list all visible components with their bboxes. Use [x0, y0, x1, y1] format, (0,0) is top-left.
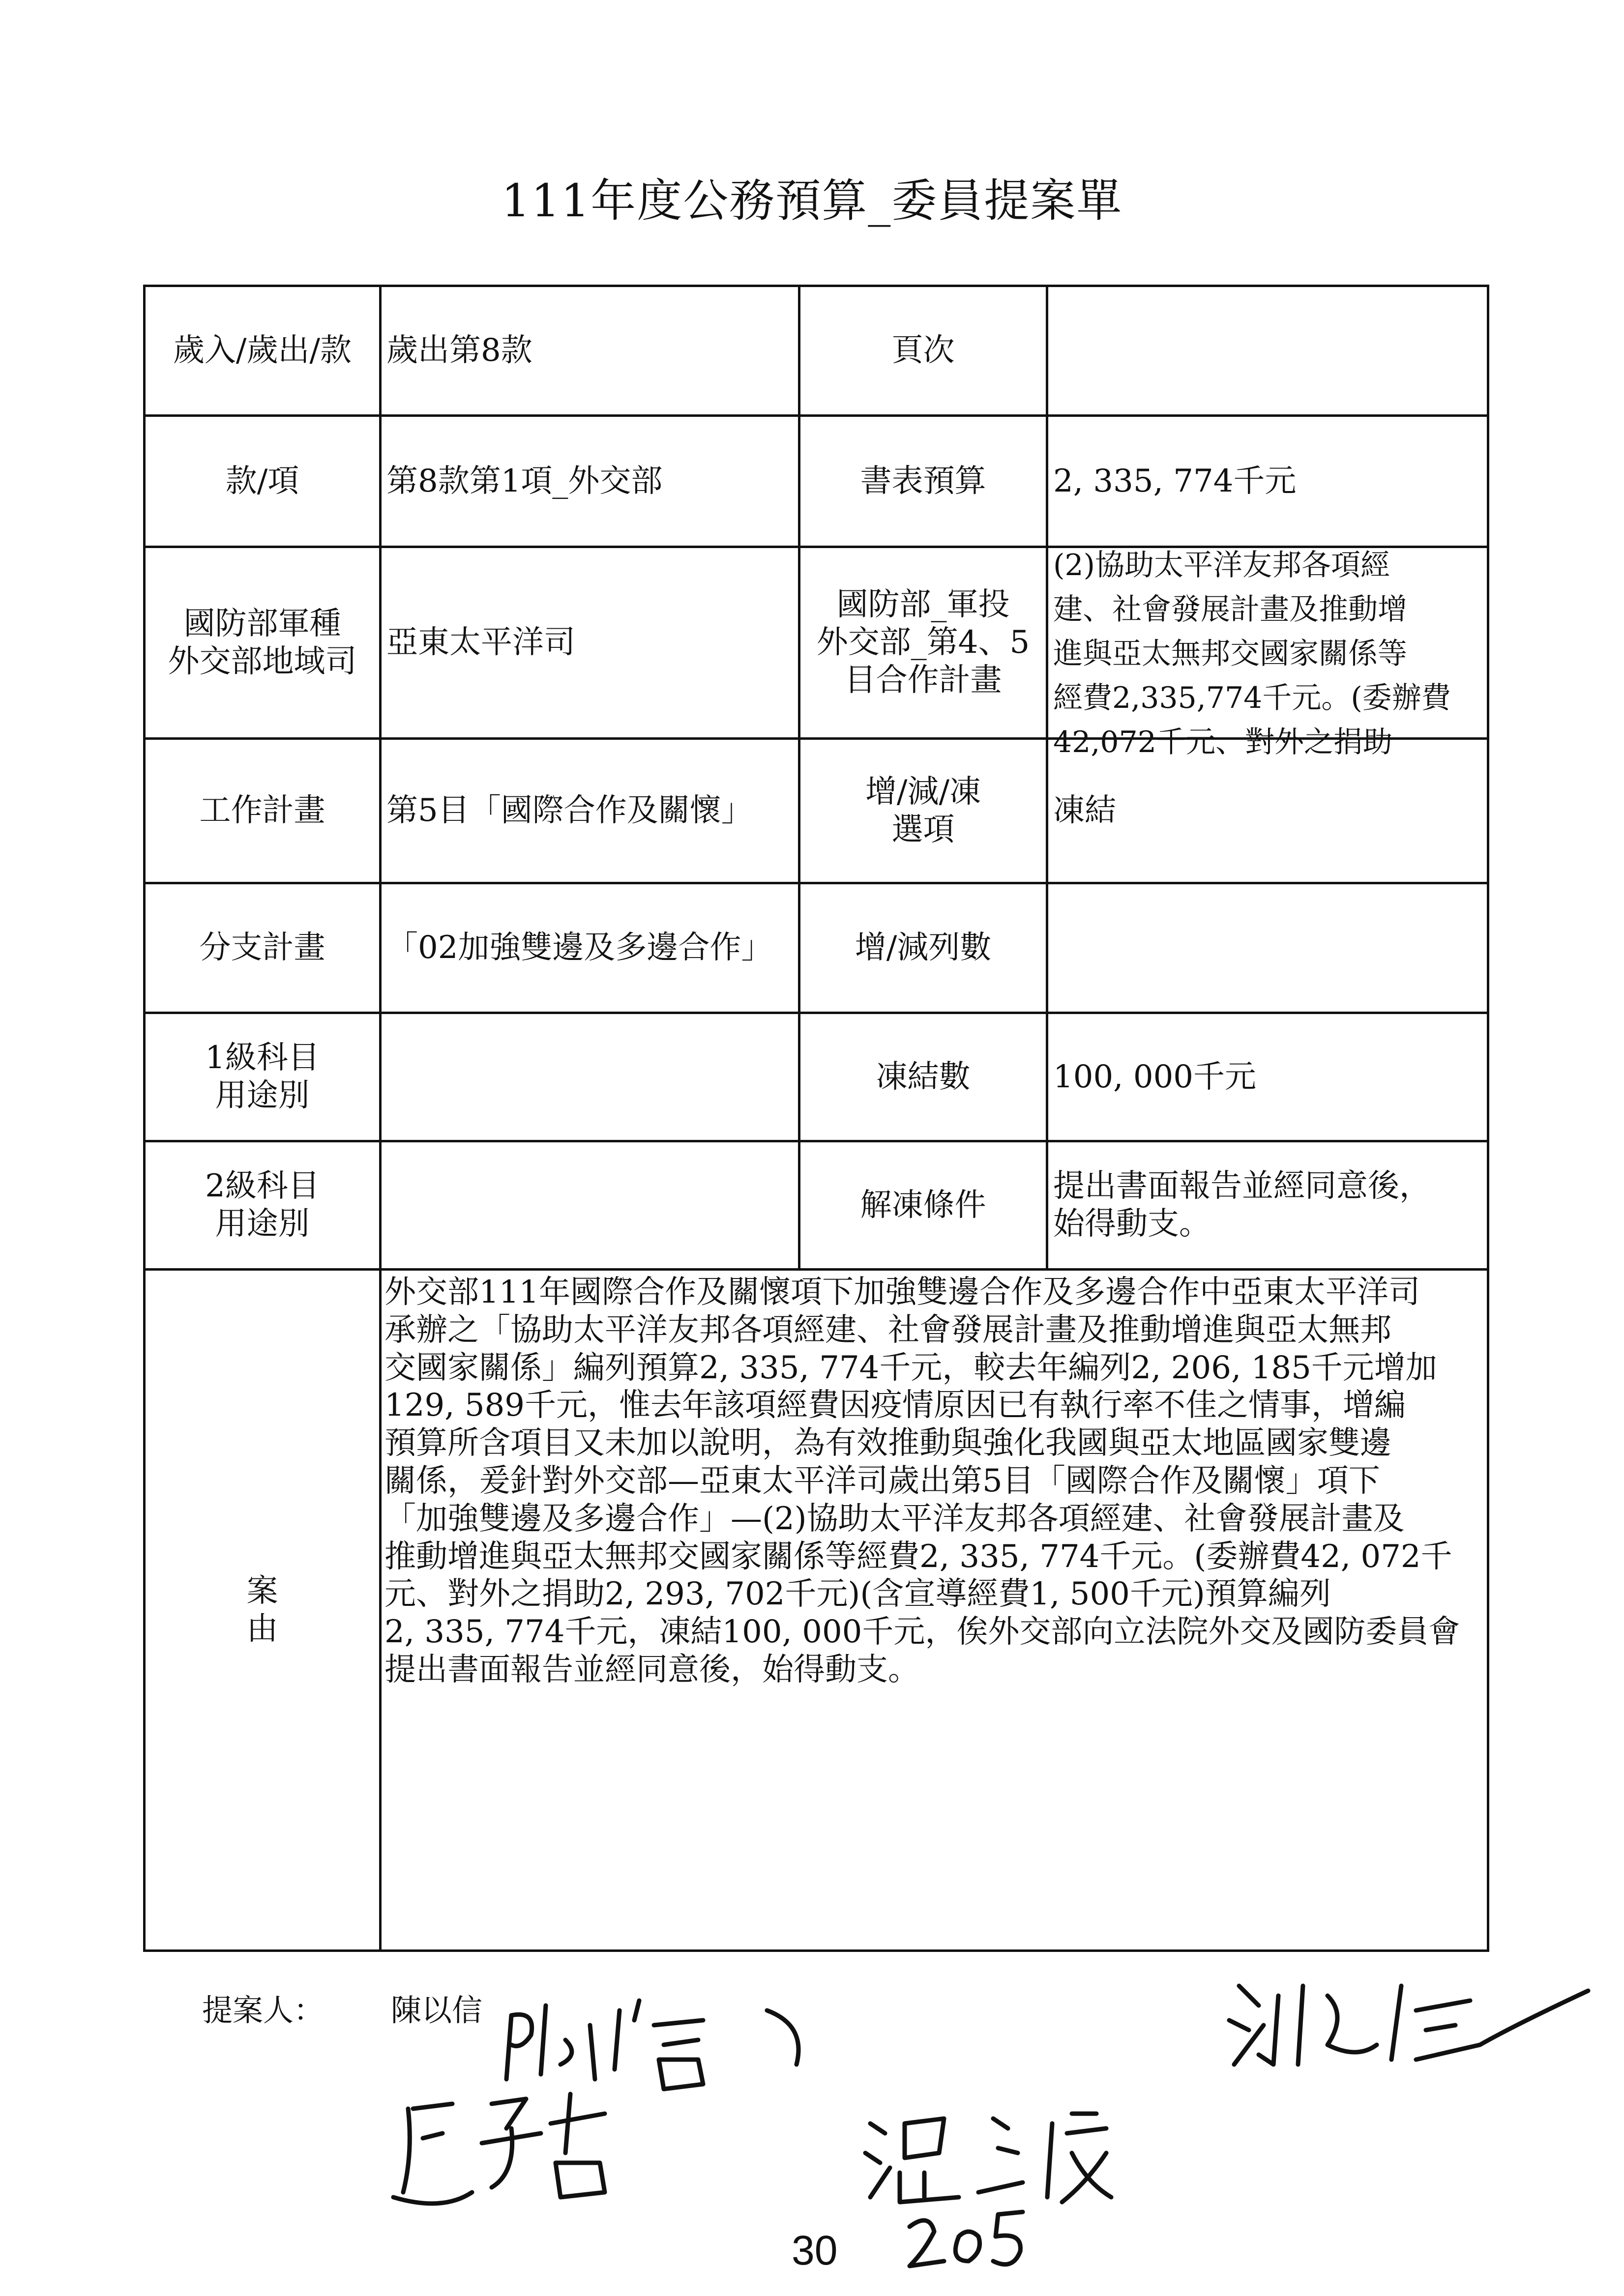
field-value: 第8款第1項_外交部: [381, 416, 799, 547]
text-line: (2)協助太平洋友邦各項經: [1053, 548, 1390, 582]
case-line: 交國家關係」編列預算2, 335, 774千元，較去年編列2, 206, 185千元增加: [384, 1349, 1437, 1386]
case-line: 外交部111年國際合作及關懷項下加強雙邊合作及多邊合作中亞東太平洋司: [384, 1274, 1420, 1310]
text-line: 進與亞太無邦交國家關係等: [1053, 637, 1407, 671]
text-line: 始得動支。: [1053, 1206, 1211, 1242]
case-line: 「加強雙邊及多邊合作」—(2)協助太平洋友邦各項經建、社會發展計畫及: [384, 1500, 1405, 1537]
field-label: 頁次: [799, 286, 1047, 416]
field-value: 「02加強雙邊及多邊合作」: [381, 883, 799, 1013]
document-title: 111年度公務預算_委員提案單: [501, 174, 1123, 227]
label-line: 外交部_第4、5: [816, 624, 1030, 661]
field-value: 2, 335, 774千元: [1047, 416, 1488, 547]
case-line: 預算所含項目又未加以說明，為有效推動與強化我國與亞太地區國家雙邊: [384, 1425, 1391, 1462]
field-value: 第5目「國際合作及關懷」: [381, 739, 799, 883]
case-line: 元、對外之捐助2, 293, 702千元)(含宣導經費1, 500千元)預算編列: [384, 1576, 1331, 1613]
signature-chiang-chi-chen: [1229, 1986, 1588, 2064]
text-line: 42,072千元、對外之捐助: [1053, 725, 1392, 759]
handwritten-number: [910, 2212, 1023, 2266]
field-value: 亞東太平洋司: [381, 547, 799, 739]
case-line: 關係，爰針對外交部—亞東太平洋司歲出第5目「國際合作及關懷」項下: [384, 1462, 1380, 1499]
label-line: 2級科目: [205, 1168, 320, 1205]
text-line: 提出書面報告並經同意後，: [1053, 1168, 1431, 1205]
field-label: 增/減列數: [799, 883, 1047, 1013]
field-label: 款/項: [145, 416, 381, 547]
field-value: 凍結: [1047, 739, 1488, 883]
proposer-name: 陳以信: [391, 1992, 483, 2028]
field-label: 工作計畫: [145, 739, 381, 883]
text-line: 經費2,335,774千元。(委辦費: [1053, 681, 1451, 715]
field-label: 凍結數: [799, 1013, 1047, 1141]
label-line: 增/減/凍: [865, 773, 981, 810]
label-line: 國防部_軍投: [836, 586, 1010, 623]
label-line: 選項: [891, 811, 955, 848]
field-label: 解凍條件: [799, 1141, 1047, 1270]
signature-chen-yi-hsin: [506, 2001, 798, 2089]
field-label: 歲入/歲出/款: [145, 286, 381, 416]
page-number: 30: [792, 2227, 838, 2273]
text-line: 建、社會發展計畫及推動增: [1053, 592, 1407, 627]
field-value: 100, 000千元: [1047, 1013, 1488, 1141]
case-label: 案由: [145, 1270, 381, 1951]
label-line: 用途別: [215, 1077, 310, 1114]
case-line: 提出書面報告並經同意後，始得動支。: [384, 1651, 919, 1688]
label-line: 目合作計畫: [844, 662, 1002, 698]
case-line: 2, 335, 774千元，凍結100, 000千元，俟外交部向立法院外交及國防委員會: [384, 1614, 1460, 1651]
case-line: 推動增進與亞太無邦交國家關係等經費2, 335, 774千元。(委辦費42, 072千: [384, 1538, 1452, 1575]
field-label: 書表預算: [799, 416, 1047, 547]
signature-ma-wen-chun: [393, 2094, 605, 2204]
proposer-label: 提案人：: [202, 1992, 325, 2028]
field-value: 歲出第8款: [381, 286, 799, 416]
case-line: 承辦之「協助太平洋友邦各項經建、社會發展計畫及推動增進與亞太無邦: [384, 1311, 1391, 1348]
label-line: 外交部地域司: [168, 643, 357, 680]
case-line: 129, 589千元，惟去年該項經費因疫情原因已有執行率不佳之情事，增編: [384, 1387, 1406, 1424]
label-line: 國防部軍種: [183, 605, 341, 642]
signature-wen-yu-hsia: [865, 2114, 1111, 2202]
field-label: 分支計畫: [145, 883, 381, 1013]
label-line: 1級科目: [205, 1040, 320, 1076]
label-line: 用途別: [215, 1206, 310, 1242]
